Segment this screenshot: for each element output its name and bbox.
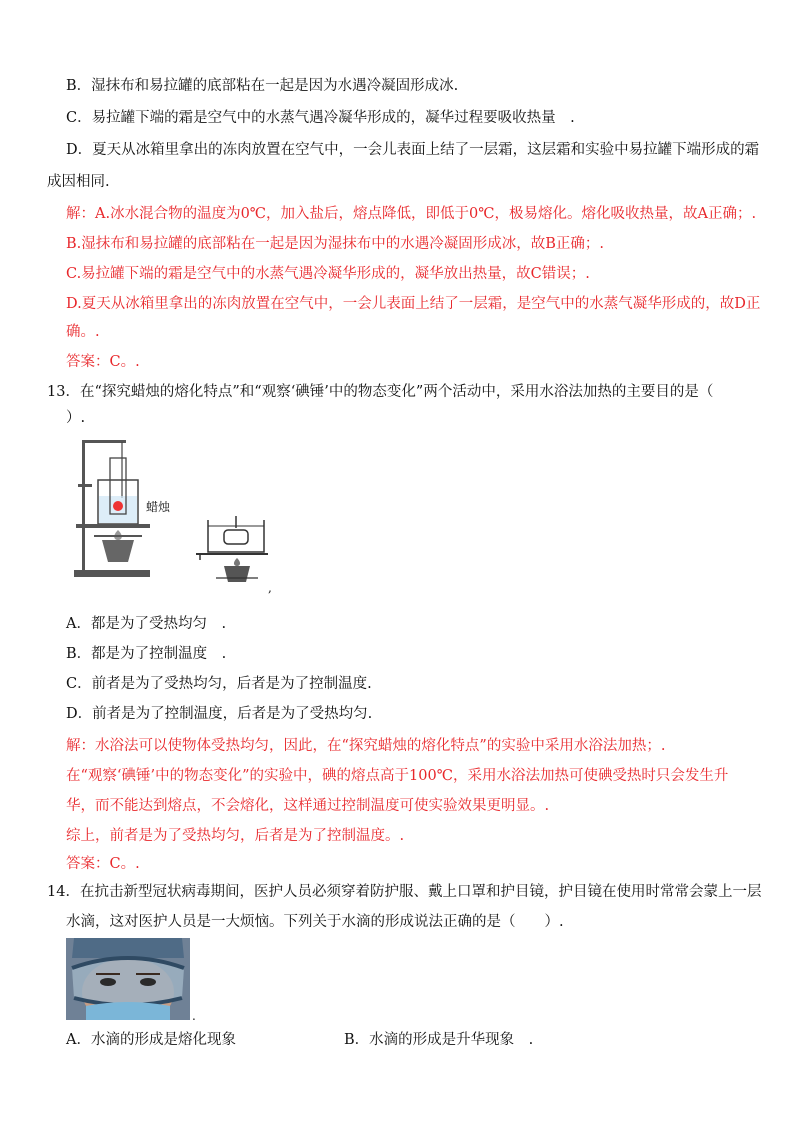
q12-answer: 答案：C。. [66, 354, 140, 370]
q12-solution-line2: B.湿抹布和易拉罐的底部粘在一起是因为湿抹布中的水遇冷凝固形成冰，故B正确；. [66, 236, 605, 252]
q13-option-b: B．都是为了控制温度 . [66, 646, 227, 662]
iodine-hammer-water-bath-figure [194, 514, 270, 590]
q13-solution-line4: 综上，前者是为了受热均匀，后者是为了控制温度。. [66, 828, 405, 844]
q13-figure-candle-label: 蜡烛 [146, 500, 171, 514]
q13-solution-line2: 在“观察‘碘锤’中的物态变化”的实验中，碘的熔点高于100℃，采用水浴法加热可使碘受热时只会发生升 [66, 768, 729, 784]
q14-option-a: A．水滴的形成是熔化现象 [66, 1032, 236, 1048]
q12-option-c: C．易拉罐下端的霜是空气中的水蒸气遇冷凝华形成的，凝华过程要吸收热量 . [66, 110, 575, 126]
q14-stem-line1: 14．在抗击新型冠状病毒期间，医护人员必须穿着防护服、戴上口罩和护目镜，护目镜在使用时常常会蒙上一层 [47, 884, 762, 900]
q12-solution-line1: 解：A.冰水混合物的温度为0℃，加入盐后，熔点降低，即低于0℃，极易熔化。熔化吸收热量，故A正确；. [66, 206, 757, 222]
q12-option-b: B．湿抹布和易拉罐的底部粘在一起是因为水遇冷凝固形成冰. [66, 78, 459, 94]
q13-figure-tail-mark: , [268, 581, 272, 595]
q13-answer: 答案：C。. [66, 856, 140, 872]
q14-figure-tail-mark: . [192, 1009, 196, 1023]
candle-water-bath-apparatus-figure [70, 436, 156, 578]
q12-solution-line5: 确。. [66, 324, 100, 340]
q13-option-d: D．前者是为了控制温度，后者是为了受热均匀. [66, 706, 373, 722]
q13-option-a: A．都是为了受热均匀 . [66, 616, 227, 632]
q14-option-b: B．水滴的形成是升华现象 . [344, 1032, 534, 1048]
q13-stem-line2: ）. [66, 410, 86, 426]
q12-option-d-line1: D．夏天从冰箱里拿出的冻肉放置在空气中，一会儿表面上结了一层霜，这层霜和实验中易拉罐下端形成的霜 [66, 142, 760, 158]
q13-stem-line1: 13．在“探究蜡烛的熔化特点”和“观察‘碘锤’中的物态变化”两个活动中，采用水浴法加热的主要目的是（ [47, 384, 714, 400]
medical-worker-goggles-photo [66, 938, 190, 1020]
q12-solution-line4: D.夏天从冰箱里拿出的冻肉放置在空气中，一会儿表面上结了一层霜，是空气中的水蒸气凝华形成的，故D正 [66, 296, 761, 312]
q12-solution-line3: C.易拉罐下端的霜是空气中的水蒸气遇冷凝华形成的，凝华放出热量，故C错误；. [66, 266, 590, 282]
q13-solution-line3: 华，而不能达到熔点，不会熔化，这样通过控制温度可使实验效果更明显。. [66, 798, 550, 814]
goggles-face-icon [66, 938, 190, 1020]
q12-option-d-line2: 成因相同. [47, 174, 110, 190]
q13-option-c: C．前者是为了受热均匀，后者是为了控制温度. [66, 676, 372, 692]
q13-solution-line1: 解：水浴法可以使物体受热均匀，因此，在“探究蜡烛的熔化特点”的实验中采用水浴法加热；. [66, 738, 666, 754]
q14-stem-line2: 水滴，这对医护人员是一大烦恼。下列关于水滴的形成说法正确的是（ ）. [66, 914, 564, 930]
